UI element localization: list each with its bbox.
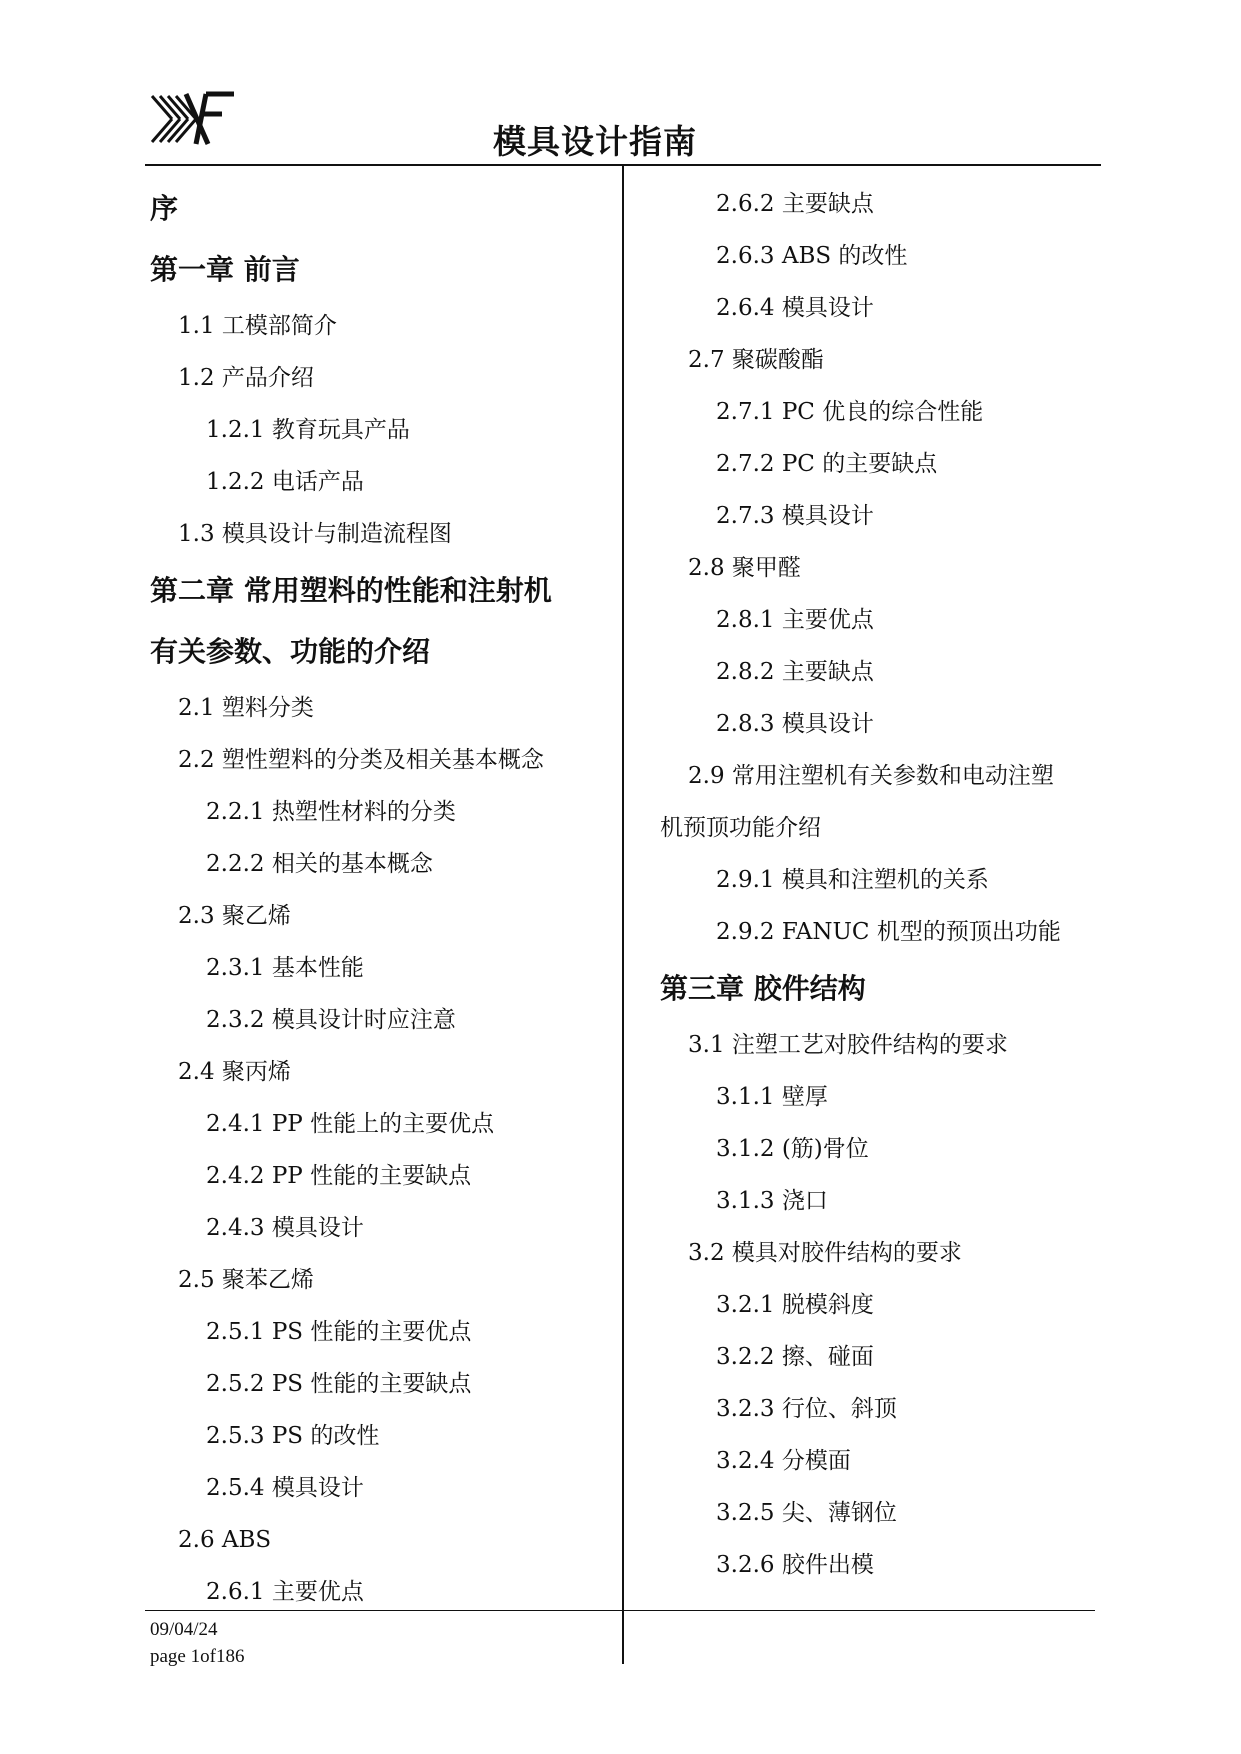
toc-entry: 1.3 模具设计与制造流程图 [178,521,452,547]
toc-chapter-heading: 第二章 常用塑料的性能和注射机 [150,574,552,607]
toc-entry: 2.6.3 ABS 的改性 [716,243,908,269]
toc-entry: 2.5.3 PS 的改性 [206,1423,380,1449]
toc-entry: 1.2 产品介绍 [178,365,314,391]
toc-entry: 2.8 聚甲醛 [688,555,801,581]
toc-entry: 3.1.1 壁厚 [716,1084,828,1110]
toc-entry: 2.3 聚乙烯 [178,903,291,929]
toc-entry: 3.1.2 (筋)骨位 [716,1136,869,1162]
toc-entry: 3.2.4 分模面 [716,1448,851,1474]
toc-entry: 机预顶功能介绍 [660,815,821,841]
toc-entry: 3.2 模具对胶件结构的要求 [688,1240,962,1266]
xf-logo [150,88,236,150]
toc-entry: 2.7 聚碳酸酯 [688,347,824,373]
toc-entry: 1.1 工模部简介 [178,313,337,339]
toc-entry: 2.5.4 模具设计 [206,1475,364,1501]
toc-chapter-heading: 第三章 胶件结构 [660,972,866,1005]
toc-entry: 2.8.1 主要优点 [716,607,874,633]
toc-chapter-heading: 序 [150,192,179,225]
toc-entry: 2.9 常用注塑机有关参数和电动注塑 [688,763,1054,789]
toc-entry: 2.8.3 模具设计 [716,711,874,737]
toc-entry: 2.1 塑料分类 [178,695,314,721]
toc-entry: 3.2.3 行位、斜顶 [716,1396,897,1422]
toc-entry: 3.2.2 擦、碰面 [716,1344,874,1370]
toc-entry: 2.9.2 FANUC 机型的预顶出功能 [716,919,1061,945]
footer-page-number: page 1of186 [150,1646,245,1667]
toc-entry: 2.4.1 PP 性能上的主要优点 [206,1111,495,1137]
toc-entry: 2.2 塑性塑料的分类及相关基本概念 [178,747,544,773]
toc-entry: 2.3.1 基本性能 [206,955,364,981]
toc-left-column [150,178,615,1618]
toc-entry: 2.7.2 PC 的主要缺点 [716,451,938,477]
toc-entry: 2.9.1 模具和注塑机的关系 [716,867,989,893]
document-title: 模具设计指南 [493,122,697,161]
footer-date: 09/04/24 [150,1619,218,1640]
toc-entry: 3.2.6 胶件出模 [716,1552,874,1578]
column-divider [622,164,624,1664]
toc-entry: 1.2.1 教育玩具产品 [206,417,410,443]
toc-entry: 2.6.4 模具设计 [716,295,874,321]
toc-entry: 2.7.3 模具设计 [716,503,874,529]
toc-right-column [660,178,1100,1591]
toc-entry: 2.6.2 主要缺点 [716,191,874,217]
toc-entry: 3.2.5 尖、薄钢位 [716,1500,897,1526]
toc-entry: 2.4.3 模具设计 [206,1215,364,1241]
toc-entry: 2.8.2 主要缺点 [716,659,874,685]
toc-entry: 2.4.2 PP 性能的主要缺点 [206,1163,472,1189]
toc-entry: 2.5 聚苯乙烯 [178,1267,314,1293]
toc-entry: 3.2.1 脱模斜度 [716,1292,874,1318]
toc-entry: 2.7.1 PC 优良的综合性能 [716,399,984,425]
page-footer [150,1616,244,1670]
toc-entry: 2.2.1 热塑性材料的分类 [206,799,456,825]
toc-entry: 3.1.3 浇口 [716,1188,828,1214]
toc-entry: 2.5.2 PS 性能的主要缺点 [206,1371,472,1397]
toc-chapter-heading: 有关参数、功能的介绍 [150,635,431,668]
toc-entry: 2.4 聚丙烯 [178,1059,291,1085]
toc-entry: 2.5.1 PS 性能的主要优点 [206,1319,472,1345]
toc-entry: 1.2.2 电话产品 [206,469,364,495]
toc-chapter-heading: 第一章 前言 [150,253,300,286]
toc-entry: 2.6.1 主要优点 [206,1579,364,1605]
toc-entry: 3.1 注塑工艺对胶件结构的要求 [688,1032,1008,1058]
toc-entry: 2.2.2 相关的基本概念 [206,851,433,877]
toc-entry: 2.3.2 模具设计时应注意 [206,1007,456,1033]
toc-entry: 2.6 ABS [178,1527,272,1553]
